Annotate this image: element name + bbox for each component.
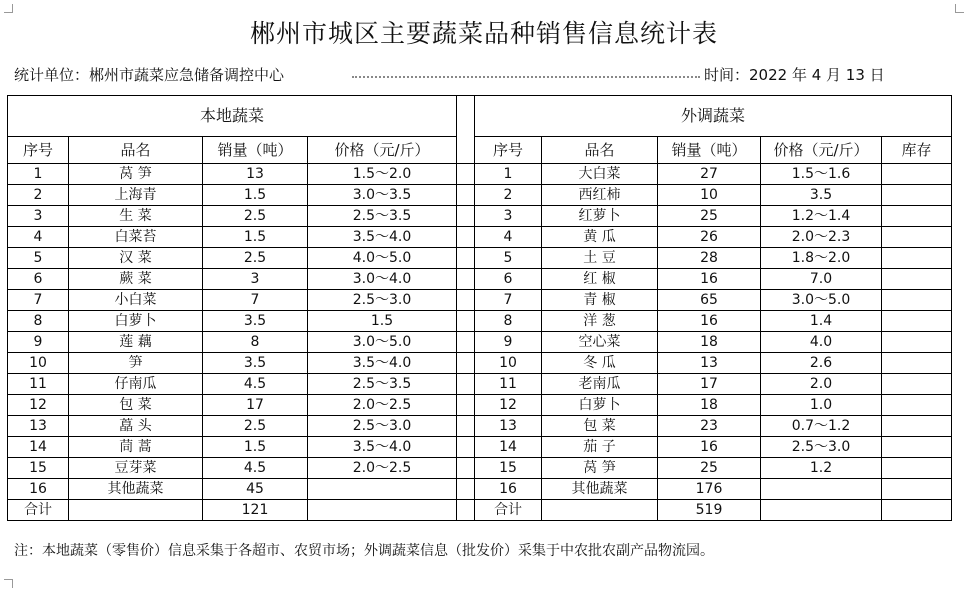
import-total-cell — [542, 500, 658, 521]
local-cell: 8 — [8, 311, 69, 332]
import-cell: 6 — [475, 269, 542, 290]
import-total-cell — [761, 500, 882, 521]
local-cell: 7 — [8, 290, 69, 311]
local-cell: 其他蔬菜 — [69, 479, 203, 500]
local-cell: 4.5 — [203, 458, 308, 479]
local-cell: 3 — [8, 206, 69, 227]
import-cell: 8 — [475, 311, 542, 332]
local-cell: 笋 — [69, 353, 203, 374]
local-cell — [308, 479, 457, 500]
import-cell — [882, 248, 952, 269]
column-header-row — [8, 137, 952, 164]
local-cell: 9 — [8, 332, 69, 353]
document-title: 郴州市城区主要蔬菜品种销售信息统计表 — [249, 19, 718, 48]
import-cell — [882, 269, 952, 290]
import-cell: 2.0～2.3 — [761, 227, 882, 248]
import-cell: 2 — [475, 185, 542, 206]
import-cell: 16 — [658, 437, 761, 458]
column-gap — [457, 290, 475, 311]
local-section-title: 本地蔬菜 — [8, 96, 457, 137]
import-cell: 冬 瓜 — [542, 353, 658, 374]
import-cell: 27 — [658, 164, 761, 185]
import-cell: 10 — [658, 185, 761, 206]
import-cell: 3.0～5.0 — [761, 290, 882, 311]
import-cell — [882, 458, 952, 479]
import-cell — [882, 206, 952, 227]
import-cell: 青 椒 — [542, 290, 658, 311]
local-cell: 17 — [203, 395, 308, 416]
import-total-cell — [882, 500, 952, 521]
import-cell: 1.4 — [761, 311, 882, 332]
import-cell: 10 — [475, 353, 542, 374]
import-cell: 2.0 — [761, 374, 882, 395]
column-header: 序号 — [8, 137, 69, 164]
import-cell — [882, 374, 952, 395]
import-cell — [882, 311, 952, 332]
local-cell: 2.5～3.5 — [308, 374, 457, 395]
column-header: 品名 — [69, 137, 203, 164]
local-cell: 15 — [8, 458, 69, 479]
column-gap — [457, 353, 475, 374]
import-cell: 白萝卜 — [542, 395, 658, 416]
local-cell: 1 — [8, 164, 69, 185]
stat-date: 时间：2022 年 4 月 13 日 — [704, 66, 885, 84]
import-cell: 1.8～2.0 — [761, 248, 882, 269]
import-cell: 13 — [658, 353, 761, 374]
page-corner-mark — [4, 4, 13, 13]
local-cell: 3.5 — [203, 311, 308, 332]
import-cell: 莴 笋 — [542, 458, 658, 479]
import-cell — [882, 353, 952, 374]
local-cell: 包 菜 — [69, 395, 203, 416]
table-row — [8, 437, 952, 458]
table-row — [8, 164, 952, 185]
import-cell: 老南瓜 — [542, 374, 658, 395]
table-row — [8, 458, 952, 479]
import-cell: 大白菜 — [542, 164, 658, 185]
column-gap — [457, 416, 475, 437]
local-cell: 白萝卜 — [69, 311, 203, 332]
column-gap — [457, 311, 475, 332]
import-cell: 12 — [475, 395, 542, 416]
import-cell: 18 — [658, 332, 761, 353]
page-corner-mark — [4, 579, 13, 588]
local-cell: 2.0～2.5 — [308, 395, 457, 416]
import-cell: 红 椒 — [542, 269, 658, 290]
import-cell: 5 — [475, 248, 542, 269]
local-cell: 16 — [8, 479, 69, 500]
local-cell: 茼 蒿 — [69, 437, 203, 458]
local-cell: 1.5 — [203, 437, 308, 458]
import-cell: 28 — [658, 248, 761, 269]
page-corner-mark — [955, 4, 964, 13]
local-cell: 莲 藕 — [69, 332, 203, 353]
import-cell: 茄 子 — [542, 437, 658, 458]
import-cell: 2.6 — [761, 353, 882, 374]
local-cell: 2.5 — [203, 206, 308, 227]
import-cell: 17 — [658, 374, 761, 395]
local-cell: 5 — [8, 248, 69, 269]
import-cell: 25 — [658, 206, 761, 227]
local-cell: 12 — [8, 395, 69, 416]
import-cell: 3 — [475, 206, 542, 227]
import-cell — [882, 227, 952, 248]
local-cell: 汉 菜 — [69, 248, 203, 269]
import-cell: 18 — [658, 395, 761, 416]
import-cell — [882, 164, 952, 185]
import-cell: 1.5～1.6 — [761, 164, 882, 185]
import-cell: 16 — [658, 269, 761, 290]
section-header-row — [8, 96, 952, 137]
table-row — [8, 248, 952, 269]
import-cell: 黄 瓜 — [542, 227, 658, 248]
local-total-cell: 121 — [203, 500, 308, 521]
import-cell: 土 豆 — [542, 248, 658, 269]
column-gap — [457, 269, 475, 290]
import-cell: 15 — [475, 458, 542, 479]
table-row — [8, 185, 952, 206]
import-cell: 176 — [658, 479, 761, 500]
table-row — [8, 206, 952, 227]
table-row — [8, 395, 952, 416]
local-cell: 14 — [8, 437, 69, 458]
table-row — [8, 374, 952, 395]
import-cell: 空心菜 — [542, 332, 658, 353]
footnote: 注：本地蔬菜（零售价）信息采集于各超市、农贸市场；外调蔬菜信息（批发价）采集于中农批农副产品物流园。 — [14, 543, 714, 559]
local-cell: 4.5 — [203, 374, 308, 395]
import-cell: 7 — [475, 290, 542, 311]
local-cell: 2.5 — [203, 248, 308, 269]
import-cell: 11 — [475, 374, 542, 395]
import-cell: 23 — [658, 416, 761, 437]
local-total-cell: 合计 — [8, 500, 69, 521]
local-cell: 4.0～5.0 — [308, 248, 457, 269]
local-cell: 3.5 — [203, 353, 308, 374]
import-cell: 4 — [475, 227, 542, 248]
local-cell: 7 — [203, 290, 308, 311]
local-cell: 豆芽菜 — [69, 458, 203, 479]
total-row — [8, 500, 952, 521]
dotted-leader — [352, 76, 700, 78]
local-cell: 3.5～4.0 — [308, 227, 457, 248]
local-cell: 11 — [8, 374, 69, 395]
import-cell — [882, 479, 952, 500]
import-cell: 洋 葱 — [542, 311, 658, 332]
local-cell: 45 — [203, 479, 308, 500]
local-cell: 生 菜 — [69, 206, 203, 227]
local-total-cell — [308, 500, 457, 521]
table-row — [8, 227, 952, 248]
import-cell — [882, 416, 952, 437]
import-cell: 26 — [658, 227, 761, 248]
import-cell: 3.5 — [761, 185, 882, 206]
column-gap — [457, 185, 475, 206]
local-cell: 仔南瓜 — [69, 374, 203, 395]
local-cell: 上海青 — [69, 185, 203, 206]
column-gap — [457, 164, 475, 185]
column-header: 销量（吨） — [658, 137, 761, 164]
column-gap — [457, 374, 475, 395]
column-gap — [457, 437, 475, 458]
column-gap — [457, 395, 475, 416]
local-cell: 2.0～2.5 — [308, 458, 457, 479]
import-cell: 25 — [658, 458, 761, 479]
import-cell: 4.0 — [761, 332, 882, 353]
local-cell: 蕨 菜 — [69, 269, 203, 290]
import-cell: 西红柿 — [542, 185, 658, 206]
local-cell: 2.5～3.0 — [308, 290, 457, 311]
import-cell — [882, 395, 952, 416]
local-cell: 1.5 — [203, 227, 308, 248]
local-cell: 2.5～3.0 — [308, 416, 457, 437]
local-cell: 2.5 — [203, 416, 308, 437]
local-cell: 1.5～2.0 — [308, 164, 457, 185]
local-cell: 13 — [203, 164, 308, 185]
local-cell: 13 — [8, 416, 69, 437]
stat-unit: 统计单位：郴州市蔬菜应急储备调控中心 — [14, 66, 285, 84]
column-header: 价格（元/斤） — [308, 137, 457, 164]
import-total-cell: 519 — [658, 500, 761, 521]
table-row — [8, 311, 952, 332]
column-header: 价格（元/斤） — [761, 137, 882, 164]
local-cell: 2 — [8, 185, 69, 206]
local-cell: 3.0～3.5 — [308, 185, 457, 206]
column-gap — [457, 227, 475, 248]
column-gap — [457, 458, 475, 479]
local-total-cell — [69, 500, 203, 521]
column-header: 销量（吨） — [203, 137, 308, 164]
import-cell: 14 — [475, 437, 542, 458]
import-cell: 65 — [658, 290, 761, 311]
local-cell: 3.0～5.0 — [308, 332, 457, 353]
import-cell: 红萝卜 — [542, 206, 658, 227]
local-cell: 3.0～4.0 — [308, 269, 457, 290]
column-header: 库存 — [882, 137, 952, 164]
local-cell: 白菜苔 — [69, 227, 203, 248]
column-gap — [457, 96, 475, 164]
column-gap — [457, 479, 475, 500]
local-cell: 小白菜 — [69, 290, 203, 311]
import-cell: 2.5～3.0 — [761, 437, 882, 458]
local-cell: 6 — [8, 269, 69, 290]
table-row — [8, 269, 952, 290]
column-gap — [457, 206, 475, 227]
column-gap — [457, 248, 475, 269]
import-cell — [882, 437, 952, 458]
import-cell — [882, 332, 952, 353]
import-cell: 9 — [475, 332, 542, 353]
local-cell: 3.5～4.0 — [308, 437, 457, 458]
local-cell: 3 — [203, 269, 308, 290]
column-gap — [457, 500, 475, 521]
local-cell: 10 — [8, 353, 69, 374]
table-row — [8, 332, 952, 353]
column-header: 品名 — [542, 137, 658, 164]
table-row — [8, 290, 952, 311]
local-cell: 8 — [203, 332, 308, 353]
import-cell: 7.0 — [761, 269, 882, 290]
local-cell: 藠 头 — [69, 416, 203, 437]
table-row — [8, 479, 952, 500]
import-total-cell: 合计 — [475, 500, 542, 521]
import-cell: 13 — [475, 416, 542, 437]
local-cell: 4 — [8, 227, 69, 248]
import-cell: 1.2～1.4 — [761, 206, 882, 227]
local-cell: 3.5～4.0 — [308, 353, 457, 374]
local-cell: 莴 笋 — [69, 164, 203, 185]
local-cell: 1.5 — [203, 185, 308, 206]
import-cell: 其他蔬菜 — [542, 479, 658, 500]
table-row — [8, 416, 952, 437]
import-cell: 16 — [658, 311, 761, 332]
import-cell: 1.2 — [761, 458, 882, 479]
import-cell — [882, 185, 952, 206]
import-cell: 包 菜 — [542, 416, 658, 437]
import-cell: 0.7～1.2 — [761, 416, 882, 437]
local-cell: 1.5 — [308, 311, 457, 332]
import-cell: 1 — [475, 164, 542, 185]
local-cell: 2.5～3.5 — [308, 206, 457, 227]
import-cell: 1.0 — [761, 395, 882, 416]
column-gap — [457, 332, 475, 353]
column-header: 序号 — [475, 137, 542, 164]
sales-table — [7, 95, 952, 521]
import-cell — [882, 290, 952, 311]
import-cell: 16 — [475, 479, 542, 500]
table-row — [8, 353, 952, 374]
import-cell — [761, 479, 882, 500]
import-section-title: 外调蔬菜 — [475, 96, 952, 137]
